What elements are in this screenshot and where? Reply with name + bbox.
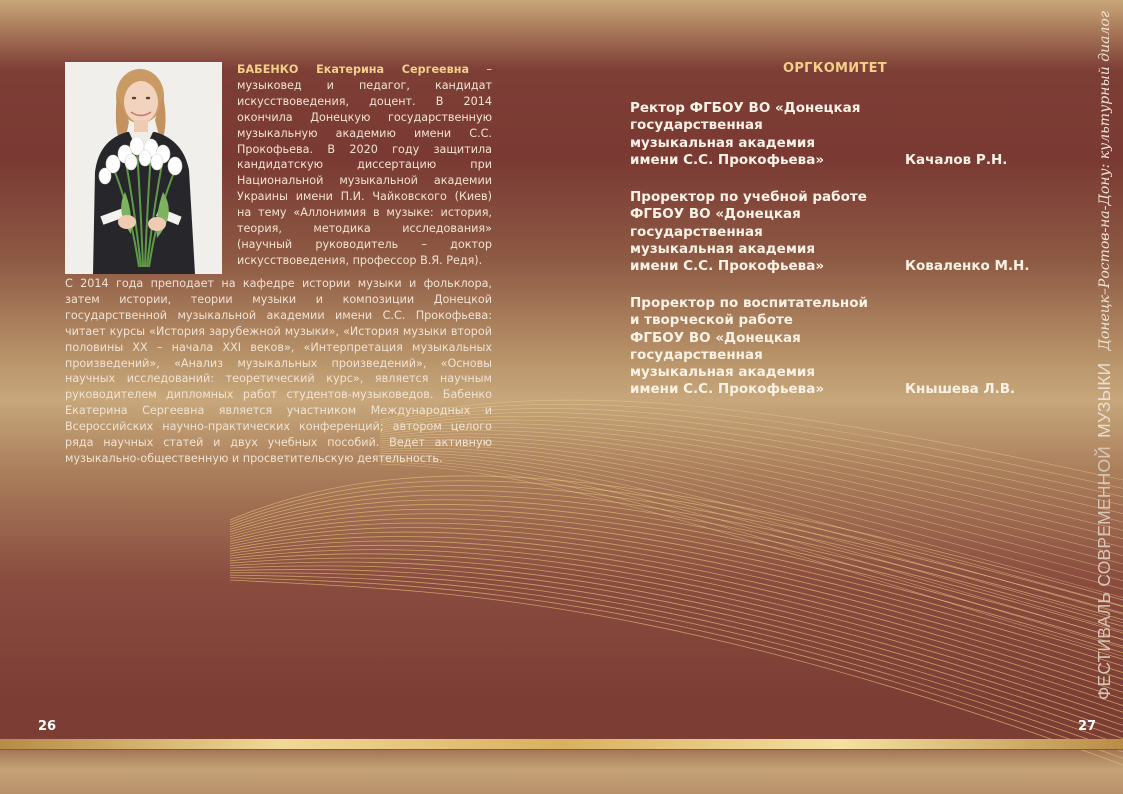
wave-line bbox=[230, 562, 1123, 725]
bio-name: БАБЕНКО Екатерина Сергеевна bbox=[237, 63, 469, 76]
org-member-position: Ректор ФГБОУ ВО «Донецкая государственная музыкальная академия имени С.С. Прокофьева» bbox=[630, 100, 861, 168]
gold-bottom-band bbox=[0, 739, 1123, 749]
wave-line bbox=[380, 456, 1123, 623]
wave-line bbox=[230, 575, 1123, 752]
org-member-name: Качалов Р.Н. bbox=[905, 151, 1008, 168]
wave-line bbox=[380, 453, 1123, 614]
wave-line bbox=[230, 578, 1123, 759]
portrait-illustration bbox=[65, 62, 222, 274]
side-festival-music: МУЗЫКИ bbox=[1094, 362, 1114, 438]
bio-intro bbox=[237, 62, 492, 269]
wave-line bbox=[230, 550, 1123, 706]
wave-line bbox=[380, 446, 1123, 590]
portrait-photo bbox=[65, 62, 222, 274]
bio-intro-text: – музыковед и педагог, кандидат искусствоведения, доцент. В 2014 окончила Донецкую государственную музыкальную академию имени С.С. Прокофьева. В 2020 году защитила кандидатскую диссертацию при Национальной музыкальной академии Украины имени П.И. Чайковского (Киев) на тему «Аллонимия в музыке: история, теория, методика исследования» (научный руководитель – доктор искусствоведения, профессор В.Я. Редя). bbox=[237, 63, 492, 267]
wave-line bbox=[230, 554, 1123, 712]
side-city-motto: Донецк–Ростов-на-Дону: культурный диалог bbox=[1096, 11, 1113, 351]
wave-line bbox=[230, 476, 1123, 600]
wave-line bbox=[230, 541, 1123, 692]
wave-line bbox=[230, 537, 1123, 686]
wave-line bbox=[230, 566, 1123, 732]
page-number-right: 27 bbox=[1078, 719, 1097, 734]
side-banner-text bbox=[1094, 11, 1115, 700]
org-member-2 bbox=[630, 189, 1050, 275]
org-member-position: Проректор по учебной работе ФГБОУ ВО «Донецкая государственная музыкальная академия имени С.С. Прокофьева» bbox=[630, 189, 867, 275]
org-member-name: Кнышева Л.В. bbox=[905, 381, 1016, 398]
gold-band-shadow bbox=[0, 749, 1123, 750]
wave-line bbox=[380, 458, 1123, 631]
side-banner bbox=[1074, 11, 1114, 700]
org-member-3 bbox=[630, 295, 1050, 399]
orgcommittee-title: ОРГКОМИТЕТ bbox=[783, 61, 887, 76]
org-member-1 bbox=[630, 100, 1050, 169]
side-festival-title: ФЕСТИВАЛЬ СОВРЕМЕННОЙ bbox=[1094, 445, 1114, 700]
bio-body-text: С 2014 года преподает на кафедре истории музыки и фольклора, затем истории, теории музыки и композиции Донецкой государственной музыкальной академии имени С.С. Прокофьева: читает курсы «История зарубежной музыки», «История музыки второй половины XX – начала XXI веков», «Интерпретация музыкальных произведений», «Анализ музыкальных произведений», «Основы научных исследований: теоретический курс», является научным руководителем дипломных работ студентов-музыковедов. Бабенко Екатерина Сергеевна является участником Международных и Всероссийских научно-практических конференций; автором целого ряда научных статей и двух учебных пособий. Ведет активную музыкально-общественную и просветительскую деятельность. bbox=[65, 277, 492, 465]
page-number-left: 26 bbox=[38, 719, 57, 734]
org-member-position: Проректор по воспитательной и творческой работе ФГБОУ ВО «Донецкая государственная музыкальная академия имени С.С. Прокофьева» bbox=[630, 295, 868, 398]
org-member-name: Коваленко М.Н. bbox=[905, 258, 1030, 275]
